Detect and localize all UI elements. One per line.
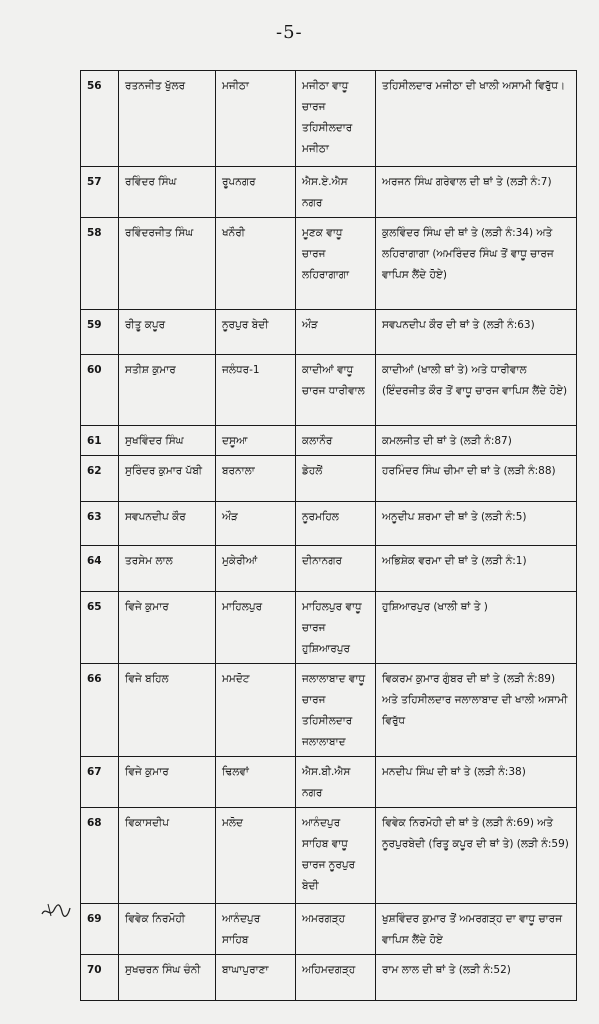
remarks: ਅਨੂਦੀਪ ਸ਼ਰਮਾ ਦੀ ਥਾਂ ਤੇ (ਲੜੀ ਨੰ:5): [376, 502, 577, 546]
new-posting: ਔੜ: [296, 310, 376, 355]
officer-name: ਵਿਜੇ ਕੁਮਾਰ: [119, 592, 216, 664]
new-posting: ਅਹਿਮਦਗੜ੍ਹ: [296, 955, 376, 1001]
current-posting: ਆਨੰਦਪੁਰ ਸਾਹਿਬ: [216, 904, 296, 955]
table-row: [81, 456, 577, 502]
new-posting: ਮਾਹਿਲਪੁਰ ਵਾਧੂ ਚਾਰਜ ਹੁਸ਼ਿਆਰਪੁਰ: [296, 592, 376, 664]
officer-name: ਤਰਸੇਮ ਲਾਲ: [119, 546, 216, 592]
remarks: ਅਰਜਨ ਸਿੰਘ ਗਰੇਵਾਲ ਦੀ ਥਾਂ ਤੇ (ਲੜੀ ਨੰ:7): [376, 167, 577, 218]
remarks: ਕਮਲਜੀਤ ਦੀ ਥਾਂ ਤੇ (ਲੜੀ ਨੰ:87): [376, 426, 577, 456]
serial-number: 56: [81, 71, 119, 167]
officer-name: ਰਵਿੰਦਰ ਸਿੰਘ: [119, 167, 216, 218]
serial-number: 66: [81, 664, 119, 757]
serial-number: 63: [81, 502, 119, 546]
table-row: [81, 546, 577, 592]
current-posting: ਔੜ: [216, 502, 296, 546]
current-posting: ਰੂਪਨਗਰ: [216, 167, 296, 218]
table-row: [81, 757, 577, 808]
new-posting: ਕਾਦੀਆਂ ਵਾਧੂ ਚਾਰਜ ਧਾਰੀਵਾਲ: [296, 355, 376, 426]
remarks: ਅਭਿਸ਼ੇਕ ਵਰਮਾ ਦੀ ਥਾਂ ਤੇ (ਲੜੀ ਨੰ:1): [376, 546, 577, 592]
current-posting: ਮਮਦੋਟ: [216, 664, 296, 757]
serial-number: 69: [81, 904, 119, 955]
remarks: ਮਨਦੀਪ ਸਿੰਘ ਦੀ ਥਾਂ ਤੇ (ਲੜੀ ਨੰ:38): [376, 757, 577, 808]
officer-name: ਰੀਤੂ ਕਪੂਰ: [119, 310, 216, 355]
serial-number: 67: [81, 757, 119, 808]
serial-number: 57: [81, 167, 119, 218]
officer-name: ਵਿਜੇ ਕੁਮਾਰ: [119, 757, 216, 808]
serial-number: 68: [81, 808, 119, 904]
officer-name: ਰਵਿੰਦਰਜੀਤ ਸਿੰਘ: [119, 218, 216, 310]
current-posting: ਨੂਰਪੁਰ ਬੇਦੀ: [216, 310, 296, 355]
current-posting: ਦਸੂਆ: [216, 426, 296, 456]
remarks: ਕਾਦੀਆਂ (ਖਾਲੀ ਥਾਂ ਤੇ) ਅਤੇ ਧਾਰੀਵਾਲ (ਇੰਦਰਜੀਤ ਕੌਰ ਤੋਂ ਵਾਧੂ ਚਾਰਜ ਵਾਪਿਸ ਲੈਂਦੇ ਹੋਏ): [376, 355, 577, 426]
transfer-table: [80, 70, 577, 1001]
new-posting: ਮੂਣਕ ਵਾਧੂ ਚਾਰਜ ਲਹਿਰਾਗਾਗਾ: [296, 218, 376, 310]
new-posting: ਮਜੀਠਾ ਵਾਧੂ ਚਾਰਜ ਤਹਿਸੀਲਦਾਰ ਮਜੀਠਾ: [296, 71, 376, 167]
table-row: [81, 71, 577, 167]
table-row: [81, 218, 577, 310]
table-row: [81, 355, 577, 426]
remarks: ਰਾਮ ਲਾਲ ਦੀ ਥਾਂ ਤੇ (ਲੜੀ ਨੰ:52): [376, 955, 577, 1001]
table-row: [81, 955, 577, 1001]
officer-name: ਵਿਕਾਸਦੀਪ: [119, 808, 216, 904]
current-posting: ਜਲੰਧਰ-1: [216, 355, 296, 426]
serial-number: 70: [81, 955, 119, 1001]
new-posting: ਆਨੰਦਪੁਰ ਸਾਹਿਬ ਵਾਧੂ ਚਾਰਜ ਨੂਰਪੁਰ ਬੇਦੀ: [296, 808, 376, 904]
officer-name: ਸੁਖਵਿੰਦਰ ਸਿੰਘ: [119, 426, 216, 456]
officer-name: ਸਵਪਨਦੀਪ ਕੌਰ: [119, 502, 216, 546]
officer-name: ਵਿਵੇਕ ਨਿਰਮੋਹੀ: [119, 904, 216, 955]
new-posting: ਅਮਰਗੜ੍ਹ: [296, 904, 376, 955]
table-row: [81, 310, 577, 355]
new-posting: ਜਲਾਲਾਬਾਦ ਵਾਧੂ ਚਾਰਜ ਤਹਿਸੀਲਦਾਰ ਜਲਾਲਾਬਾਦ: [296, 664, 376, 757]
current-posting: ਖਨੌਰੀ: [216, 218, 296, 310]
handwritten-signature: [38, 898, 72, 922]
table-row: [81, 904, 577, 955]
table-row: [81, 808, 577, 904]
current-posting: ਮੁਕੇਰੀਆਂ: [216, 546, 296, 592]
current-posting: ਮਜੀਠਾ: [216, 71, 296, 167]
current-posting: ਮਾਹਿਲਪੁਰ: [216, 592, 296, 664]
current-posting: ਬਰਨਾਲਾ: [216, 456, 296, 502]
remarks: ਵਿਕਰਮ ਕੁਮਾਰ ਗੁੰਬਰ ਦੀ ਥਾਂ ਤੇ (ਲੜੀ ਨੰ:89) ਅਤੇ ਤਹਿਸੀਲਦਾਰ ਜਲਾਲਾਬਾਦ ਦੀ ਖਾਲੀ ਅਸਾਮੀ ਵਿਰੁੱਧ: [376, 664, 577, 757]
page-number: -5-: [276, 22, 303, 43]
current-posting: ਮਲੋਦ: [216, 808, 296, 904]
serial-number: 61: [81, 426, 119, 456]
table-row: [81, 664, 577, 757]
remarks: ਵਿਵੇਕ ਨਿਰਮੋਹੀ ਦੀ ਥਾਂ ਤੇ (ਲੜੀ ਨੰ:69) ਅਤੇ ਨੂਰਪੁਰਬੇਦੀ (ਰਿਤੂ ਕਪੂਰ ਦੀ ਥਾਂ ਤੇ) (ਲੜੀ ਨੰ:59): [376, 808, 577, 904]
remarks: ਤਹਿਸੀਲਦਾਰ ਮਜੀਠਾ ਦੀ ਖਾਲੀ ਅਸਾਮੀ ਵਿਰੁੱਧ।: [376, 71, 577, 167]
new-posting: ਐਸ.ਏ.ਐਸ ਨਗਰ: [296, 167, 376, 218]
new-posting: ਐਸ.ਬੀ.ਐਸ ਨਗਰ: [296, 757, 376, 808]
officer-name: ਵਿਜੇ ਬਹਿਲ: [119, 664, 216, 757]
remarks: ਹਰਮਿੰਦਰ ਸਿੰਘ ਚੀਮਾ ਦੀ ਥਾਂ ਤੇ (ਲੜੀ ਨੰ:88): [376, 456, 577, 502]
serial-number: 64: [81, 546, 119, 592]
officer-name: ਰਤਨਜੀਤ ਖੁੱਲਰ: [119, 71, 216, 167]
new-posting: ਦੀਨਾਨਗਰ: [296, 546, 376, 592]
remarks: ਕੁਲਵਿੰਦਰ ਸਿੰਘ ਦੀ ਥਾਂ ਤੇ (ਲੜੀ ਨੰ:34) ਅਤੇ ਲਹਿਰਾਗਾਗਾ (ਅਮਰਿੰਦਰ ਸਿੰਘ ਤੋਂ ਵਾਧੂ ਚਾਰਜ ਵਾਪਿਸ ਲੈਂਦੇ ਹੋਏ): [376, 218, 577, 310]
serial-number: 65: [81, 592, 119, 664]
table-row: [81, 502, 577, 546]
new-posting: ਡੇਹਲੋਂ: [296, 456, 376, 502]
new-posting: ਨੂਰਮਹਿਲ: [296, 502, 376, 546]
current-posting: ਢਿਲਵਾਂ: [216, 757, 296, 808]
officer-name: ਸੁਖਚਰਨ ਸਿੰਘ ਚੰਨੀ: [119, 955, 216, 1001]
serial-number: 62: [81, 456, 119, 502]
new-posting: ਕਲਾਨੌਰ: [296, 426, 376, 456]
table-row: [81, 592, 577, 664]
table-row: [81, 426, 577, 456]
table-row: [81, 167, 577, 218]
remarks: ਖੁਸ਼ਵਿੰਦਰ ਕੁਮਾਰ ਤੋਂ ਅਮਰਗੜ੍ਹ ਦਾ ਵਾਧੂ ਚਾਰਜ ਵਾਪਿਸ ਲੈਂਦੇ ਹੋਏ: [376, 904, 577, 955]
serial-number: 58: [81, 218, 119, 310]
serial-number: 60: [81, 355, 119, 426]
remarks: ਹੁਸ਼ਿਆਰਪੁਰ (ਖਾਲੀ ਥਾਂ ਤੇ ): [376, 592, 577, 664]
officer-name: ਸਤੀਸ਼ ਕੁਮਾਰ: [119, 355, 216, 426]
officer-name: ਸੁਰਿੰਦਰ ਕੁਮਾਰ ਪੱਬੀ: [119, 456, 216, 502]
serial-number: 59: [81, 310, 119, 355]
remarks: ਸਵਪਨਦੀਪ ਕੌਰ ਦੀ ਥਾਂ ਤੇ (ਲੜੀ ਨੰ:63): [376, 310, 577, 355]
current-posting: ਬਾਘਾਪੁਰਾਣਾ: [216, 955, 296, 1001]
